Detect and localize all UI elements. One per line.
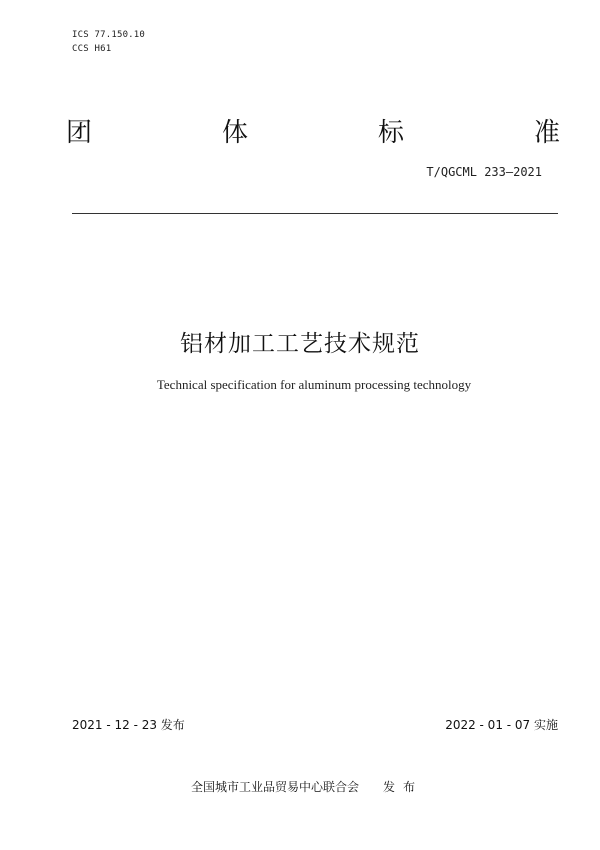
standard-type-char: 标 [377,118,404,148]
publisher-action: 发布 [383,780,424,794]
implementation-date: 2022 - 01 - 07 实施 [445,718,558,732]
publisher-name: 全国城市工业品贸易中心联合会 [190,780,359,794]
publisher-line [0,778,600,795]
standard-type-char: 团 [66,118,93,148]
ics-code: ICS 77.150.10 [72,30,146,40]
ccs-code: CCS H61 [72,44,112,54]
standard-type-heading [66,112,560,149]
header-divider [72,213,558,214]
issue-date: 2021 - 12 - 23 发布 [72,718,185,732]
standard-type-char: 准 [533,118,560,148]
standard-number: T/QGCML 233—2021 [426,165,542,179]
standard-type-char: 体 [221,118,248,148]
document-title-en: Technical specification for aluminum processing technology [156,377,472,392]
document-title-cn: 铝材加工工艺技术规范 [180,331,420,357]
